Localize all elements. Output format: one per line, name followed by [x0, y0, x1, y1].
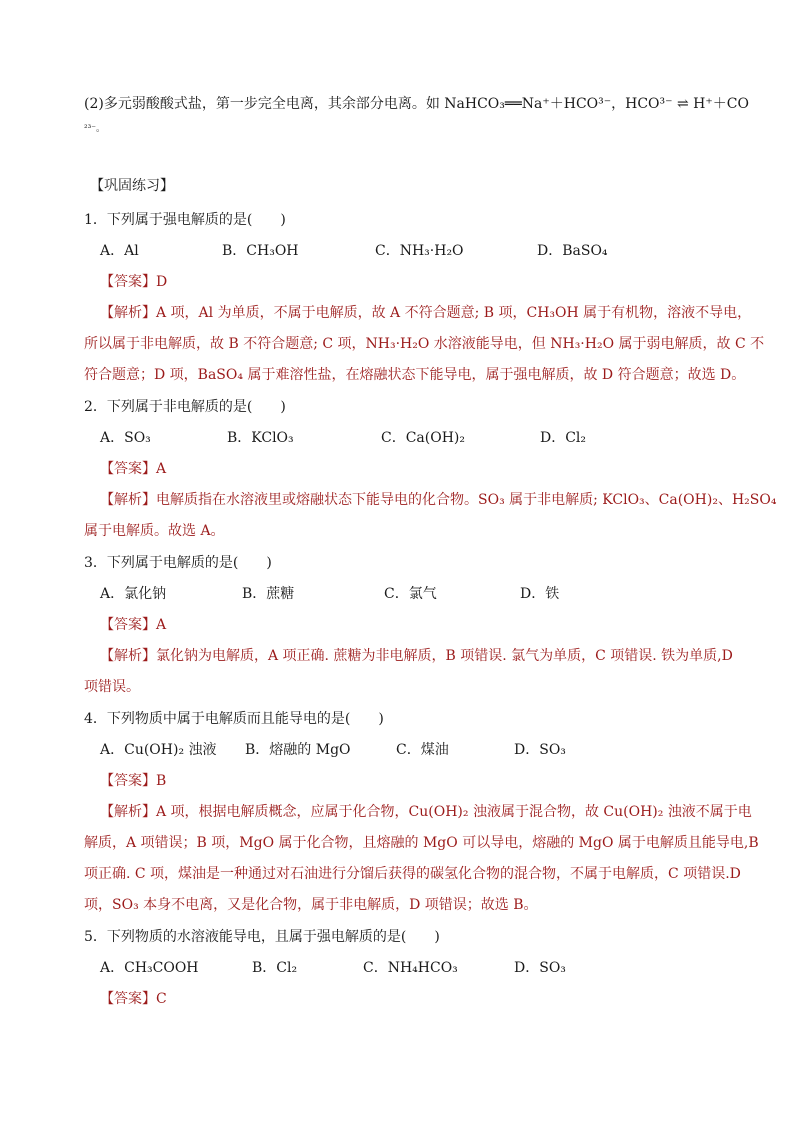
question-5-option-a: A．CH₃COOH: [100, 960, 199, 976]
question-3-option-c: C．氯气: [384, 586, 437, 602]
question-5-option-b: B．Cl₂: [252, 960, 298, 976]
question-4-analysis-line-3: 项正确. C 项，煤油是一种通过对石油进行分馏后获得的碳氢化合物的混合物，不属于电解质，C 项错误.D: [84, 866, 741, 882]
question-4-analysis-line-1: 【解析】A 项，根据电解质概念，应属于化合物，Cu(OH)₂ 浊液属于混合物，故 Cu(OH)₂ 浊液不属于电: [100, 804, 752, 820]
question-2-analysis-line-1: 【解析】电解质指在水溶液里或熔融状态下能导电的化合物。SO₃ 属于非电解质; KClO₃、Ca(OH)₂、H₂SO₄: [100, 492, 777, 508]
question-1-analysis-line-2: 所以属于非电解质，故 B 不符合题意; C 项，NH₃·H₂O 水溶液能导电，但 NH₃·H₂O 属于弱电解质，故 C 不: [84, 336, 765, 352]
question-1-answer: 【答案】D: [100, 274, 168, 290]
question-1-analysis-line-1: 【解析】A 项，Al 为单质，不属于电解质，故 A 不符合题意; B 项，CH₃OH 属于有机物，溶液不导电，: [100, 305, 752, 321]
question-2-option-b: B．KClO₃: [227, 430, 294, 446]
intro-line-2: ²³⁻。: [84, 124, 105, 134]
question-5-stem: 5．下列物质的水溶液能导电，且属于强电解质的是( ): [84, 929, 440, 945]
question-4-option-b: B．熔融的 MgO: [245, 742, 351, 758]
question-2-option-a: A．SO₃: [100, 430, 151, 446]
question-2-option-c: C．Ca(OH)₂: [381, 430, 465, 446]
question-1-stem: 1．下列属于强电解质的是( ): [84, 212, 286, 228]
question-2-analysis-line-2: 属于电解质。故选 A。: [84, 523, 225, 539]
question-1-analysis-line-3: 符合题意；D 项，BaSO₄ 属于难溶性盐，在熔融状态下能导电，属于强电解质，故 D 符合题意；故选 D。: [84, 367, 746, 383]
question-4-analysis-line-4: 项，SO₃ 本身不电离，又是化合物，属于非电解质，D 项错误；故选 B。: [84, 897, 538, 913]
question-1-option-c: C．NH₃·H₂O: [375, 243, 464, 259]
question-1-option-d: D．BaSO₄: [537, 243, 608, 259]
question-3-option-d: D．铁: [520, 586, 560, 602]
question-3-analysis-line-2: 项错误。: [84, 679, 140, 695]
intro-line-1: (2)多元弱酸酸式盐，第一步完全电离，其余部分电离。如 NaHCO₃══Na⁺＋HCO³⁻，HCO³⁻ ⇌ H⁺＋CO: [84, 96, 749, 112]
question-3-answer: 【答案】A: [100, 617, 167, 633]
question-4-option-c: C．煤油: [396, 742, 449, 758]
question-4-answer: 【答案】B: [100, 773, 167, 789]
question-1-option-b: B．CH₃OH: [222, 243, 299, 259]
question-4-analysis-line-2: 解质，A 项错误；B 项，MgO 属于化合物，且熔融的 MgO 可以导电，熔融的 MgO 属于电解质且能导电,B: [84, 835, 759, 851]
question-3-stem: 3．下列属于电解质的是( ): [84, 555, 272, 571]
question-1-option-a: A．Al: [100, 243, 139, 259]
question-5-option-d: D．SO₃: [514, 960, 566, 976]
question-4-option-a: A．Cu(OH)₂ 浊液: [100, 742, 217, 758]
question-4-stem: 4．下列物质中属于电解质而且能导电的是( ): [84, 711, 384, 727]
question-5-option-c: C．NH₄HCO₃: [363, 960, 458, 976]
question-2-answer: 【答案】A: [100, 461, 167, 477]
question-5-answer: 【答案】C: [100, 991, 167, 1007]
question-3-option-b: B．蔗糖: [242, 586, 295, 602]
question-2-option-d: D．Cl₂: [540, 430, 587, 446]
question-3-option-a: A．氯化钠: [100, 586, 167, 602]
question-4-option-d: D．SO₃: [514, 742, 566, 758]
question-3-analysis-line-1: 【解析】氯化钠为电解质，A 项正确. 蔗糖为非电解质，B 项错误. 氯气为单质，C 项错误. 铁为单质,D: [100, 648, 733, 664]
section-title: 【巩固练习】: [90, 178, 174, 194]
question-2-stem: 2．下列属于非电解质的是( ): [84, 399, 286, 415]
